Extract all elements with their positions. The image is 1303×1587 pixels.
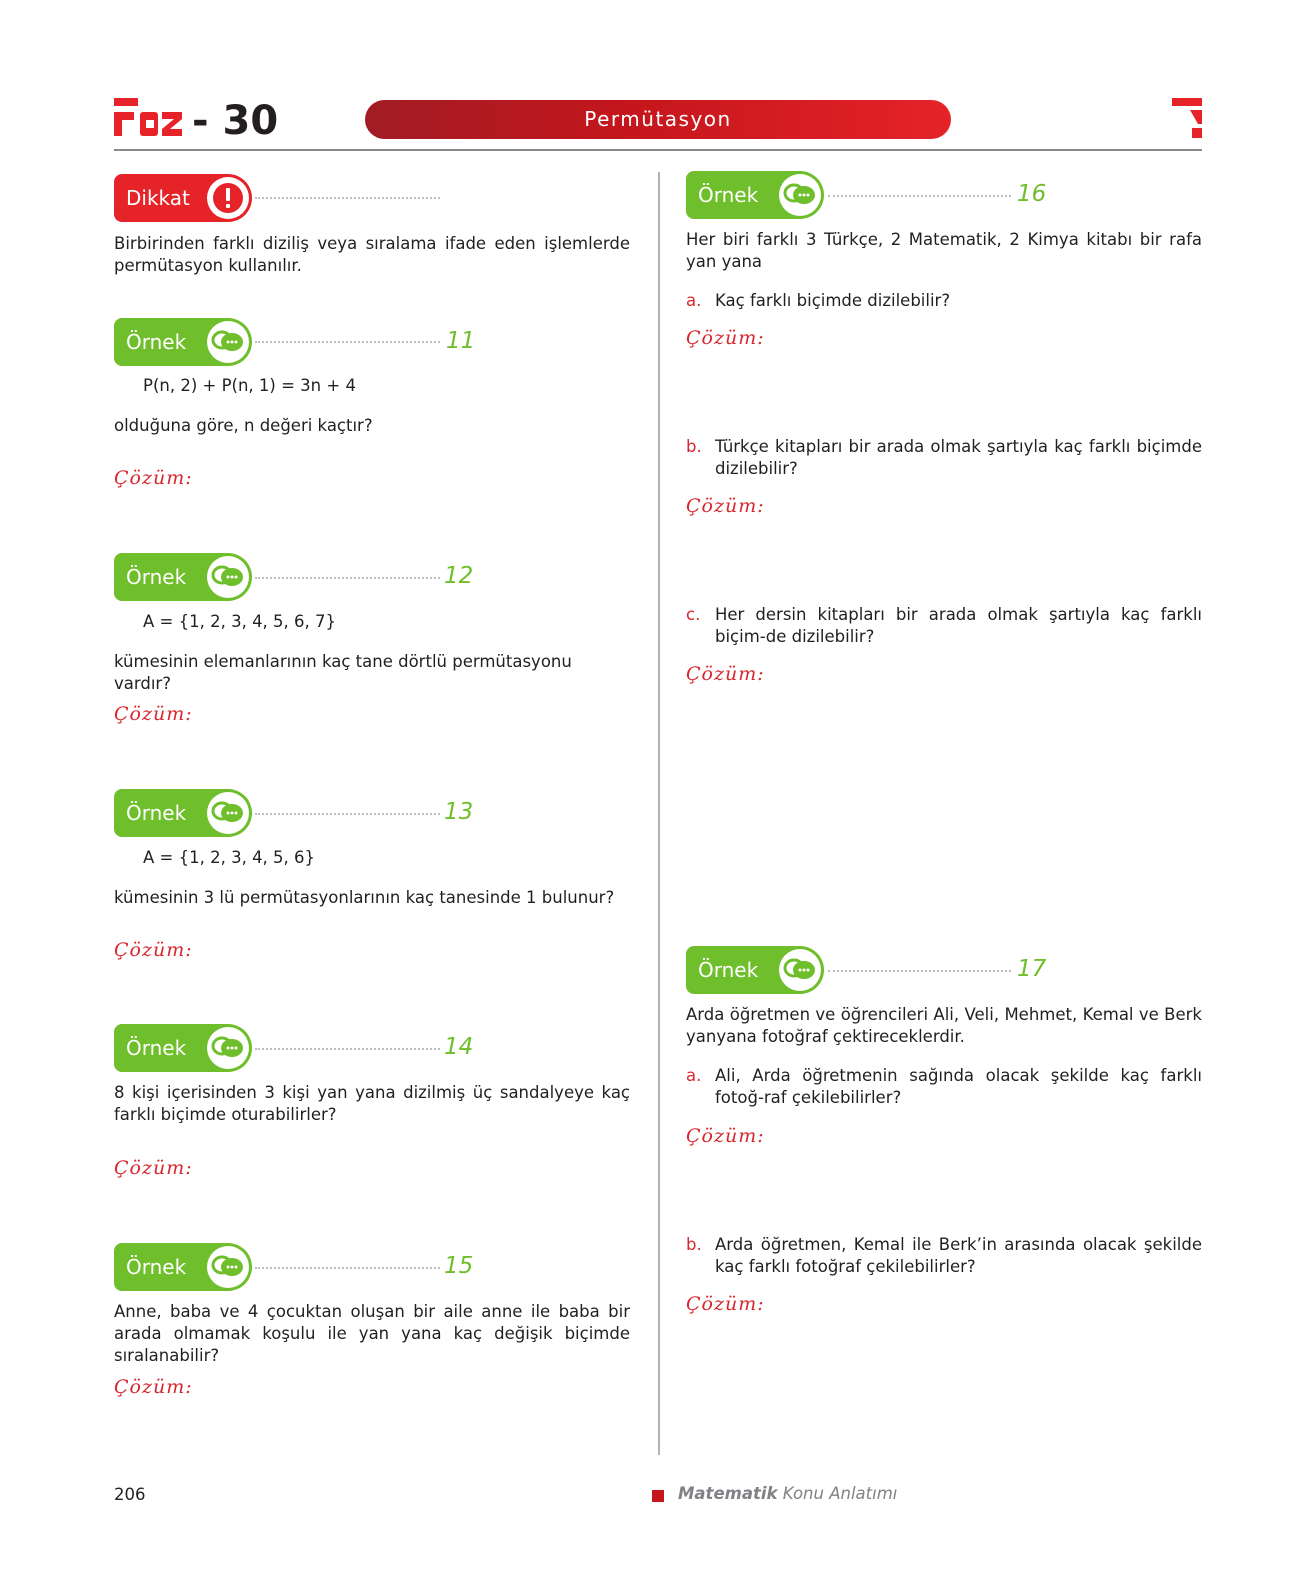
- cozum-label: Çözüm:: [114, 703, 193, 725]
- part-letter: a.: [686, 1066, 702, 1085]
- exclamation-icon: [207, 177, 249, 219]
- example-number: 16: [1017, 181, 1047, 207]
- speech-bubbles-icon: [207, 1246, 249, 1288]
- ornek-label-text: Örnek: [698, 183, 759, 207]
- cozum-label: Çözüm:: [114, 939, 193, 961]
- speech-bubbles-icon: [779, 949, 821, 991]
- ornek-label-text: Örnek: [126, 330, 187, 354]
- topic-title-bar: Permütasyon: [365, 100, 951, 139]
- footer-subject: Matematik: [678, 1484, 778, 1503]
- example-number: 14: [444, 1034, 474, 1060]
- example-question: Anne, baba ve 4 çocuktan oluşan bir aile anne ile baba bir arada olmamak koşulu ile yan yana kaç değişik biçimde sıralanabilir?: [114, 1302, 630, 1365]
- ornek-label-text: Örnek: [126, 565, 187, 589]
- cozum-label: Çözüm:: [686, 327, 765, 349]
- cozum-label: Çözüm:: [686, 495, 765, 517]
- ornek-label: [686, 171, 824, 219]
- speech-bubbles-icon: [207, 1027, 249, 1069]
- page-number: 206: [114, 1485, 146, 1504]
- unit-number: - 30: [192, 98, 279, 144]
- cozum-label: Çözüm:: [114, 1157, 193, 1179]
- example-number: 17: [1017, 956, 1047, 982]
- part-letter: b.: [686, 1235, 702, 1254]
- ornek-label: [114, 1243, 252, 1291]
- cozum-label: Çözüm:: [114, 467, 193, 489]
- cozum-label: Çözüm:: [686, 1293, 765, 1315]
- ornek-label: [114, 789, 252, 837]
- ornek-label-text: Örnek: [698, 958, 759, 982]
- example-formula: P(n, 2) + P(n, 1) = 3n + 4: [143, 376, 356, 395]
- ornek-label: [114, 1024, 252, 1072]
- example-formula: A = {1, 2, 3, 4, 5, 6}: [143, 848, 316, 867]
- dotted-leader: [255, 577, 440, 579]
- part-question: Türkçe kitapları bir arada olmak şartıyla kaç farklı biçimde dizilebilir?: [715, 437, 1202, 478]
- dikkat-label-text: Dikkat: [126, 186, 190, 210]
- ornek-label-text: Örnek: [126, 1255, 187, 1279]
- dotted-leader: [828, 195, 1011, 197]
- dotted-leader: [255, 341, 440, 343]
- footer-subtitle: Konu Anlatımı: [782, 1484, 898, 1503]
- part-question: Arda öğretmen, Kemal ile Berk’in arasında olacak şekilde kaç farklı fotoğraf çekilebilirler?: [715, 1235, 1202, 1276]
- example-question: kümesinin 3 lü permütasyonlarının kaç tanesinde 1 bulunur?: [114, 888, 615, 907]
- dotted-leader: [255, 197, 440, 199]
- part-question: Kaç farklı biçimde dizilebilir?: [715, 291, 951, 310]
- ornek-label: [686, 946, 824, 994]
- example-intro: Her biri farklı 3 Türkçe, 2 Matematik, 2 Kimya kitabı bir rafa yan yana: [686, 230, 1202, 271]
- part-letter: b.: [686, 437, 702, 456]
- example-number: 11: [446, 328, 476, 354]
- faz-logo-icon: [114, 98, 184, 138]
- dikkat-label: [114, 174, 252, 222]
- ornek-label: [114, 318, 252, 366]
- part-question: Ali, Arda öğretmenin sağında olacak şekilde kaç farklı fotoğ-raf çekilebilirler?: [715, 1066, 1202, 1107]
- example-question: olduğuna göre, n değeri kaçtır?: [114, 416, 373, 435]
- example-question: 8 kişi içerisinden 3 kişi yan yana dizilmiş üç sandalyeye kaç farklı biçimde oturabilirler?: [114, 1083, 630, 1124]
- ornek-label-text: Örnek: [126, 1036, 187, 1060]
- cozum-label: Çözüm:: [114, 1376, 193, 1398]
- example-question: kümesinin elemanlarının kaç tane dörtlü permütasyonu vardır?: [114, 652, 572, 693]
- speech-bubbles-icon: [207, 556, 249, 598]
- part-letter: c.: [686, 605, 701, 624]
- dotted-leader: [255, 1267, 440, 1269]
- example-number: 12: [444, 563, 474, 589]
- example-formula: A = {1, 2, 3, 4, 5, 6, 7}: [143, 612, 337, 631]
- speech-bubbles-icon: [207, 792, 249, 834]
- example-intro: Arda öğretmen ve öğrencileri Ali, Veli, Mehmet, Kemal ve Berk yanyana fotoğraf çektireceklerdir.: [686, 1005, 1202, 1046]
- header-divider: [114, 149, 1202, 151]
- column-divider: [658, 172, 660, 1455]
- cozum-label: Çözüm:: [686, 1125, 765, 1147]
- dikkat-text: Birbirinden farklı diziliş veya sıralama ifade eden işlemlerde permütasyon kullanılır.: [114, 234, 630, 275]
- part-question: Her dersin kitapları bir arada olmak şartıyla kaç farklı biçim-de dizilebilir?: [715, 605, 1202, 646]
- footer-square-icon: [652, 1490, 664, 1502]
- dotted-leader: [255, 813, 440, 815]
- part-letter: a.: [686, 291, 702, 310]
- ornek-label: [114, 553, 252, 601]
- corner-logo-icon: [1172, 98, 1202, 138]
- example-number: 13: [444, 799, 474, 825]
- speech-bubbles-icon: [779, 174, 821, 216]
- speech-bubbles-icon: [207, 321, 249, 363]
- dotted-leader: [828, 970, 1011, 972]
- dotted-leader: [255, 1048, 440, 1050]
- footer-book-title: [678, 1484, 897, 1503]
- cozum-label: Çözüm:: [686, 663, 765, 685]
- ornek-label-text: Örnek: [126, 801, 187, 825]
- example-number: 15: [444, 1253, 474, 1279]
